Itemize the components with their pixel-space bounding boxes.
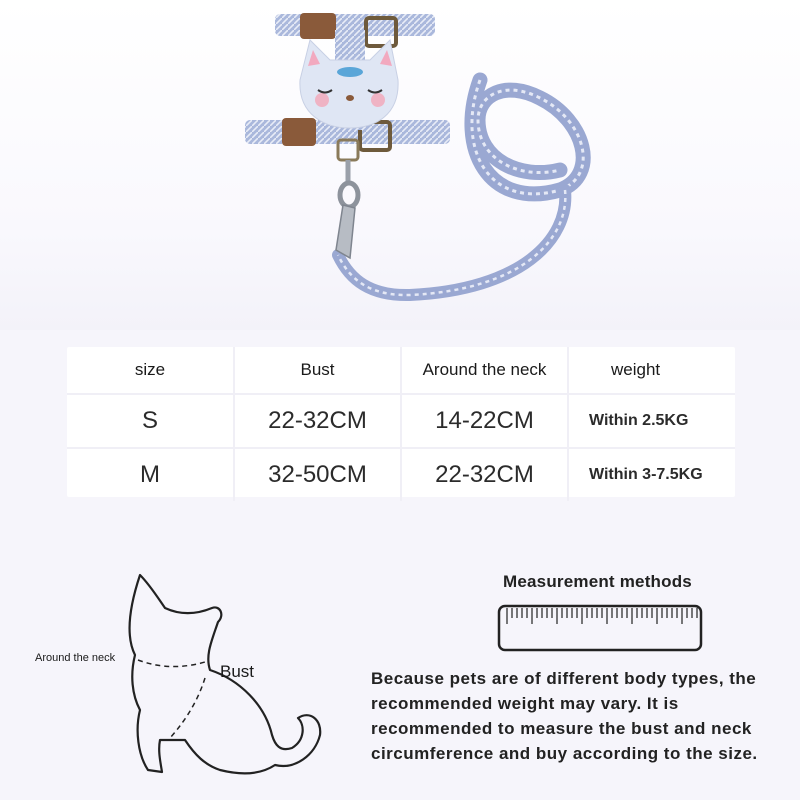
product-photo bbox=[0, 0, 800, 330]
ruler-icon bbox=[497, 604, 703, 652]
header-weight: weight bbox=[568, 347, 735, 394]
cell-bust: 22-32CM bbox=[234, 394, 401, 448]
header-size: size bbox=[67, 347, 234, 394]
neck-measure-line bbox=[138, 660, 205, 667]
cell-neck: 14-22CM bbox=[401, 394, 568, 448]
cell-neck: 22-32CM bbox=[401, 448, 568, 501]
cell-bust: 32-50CM bbox=[234, 448, 401, 501]
size-chart-table bbox=[67, 347, 735, 497]
table-row bbox=[67, 448, 735, 501]
header-bust: Bust bbox=[234, 347, 401, 394]
neck-label: Around the neck bbox=[35, 652, 116, 664]
measurement-title: Measurement methods bbox=[503, 572, 692, 591]
header-neck: Around the neck bbox=[401, 347, 568, 394]
cell-size: M bbox=[67, 448, 234, 501]
measurement-description: Because pets are of different body types, the recommended weight may vary. It is recommended to measure the bust and neck circumference and buy according to the size. bbox=[371, 669, 758, 763]
bust-measure-line bbox=[170, 678, 205, 738]
cell-weight: Within 3-7.5KG bbox=[589, 466, 703, 483]
bust-label: Bust bbox=[220, 662, 255, 681]
cell-size: S bbox=[67, 394, 234, 448]
cell-weight: Within 2.5KG bbox=[568, 394, 735, 448]
table-row bbox=[67, 394, 735, 448]
snap-hook bbox=[336, 160, 358, 258]
table-header-row bbox=[67, 347, 735, 394]
